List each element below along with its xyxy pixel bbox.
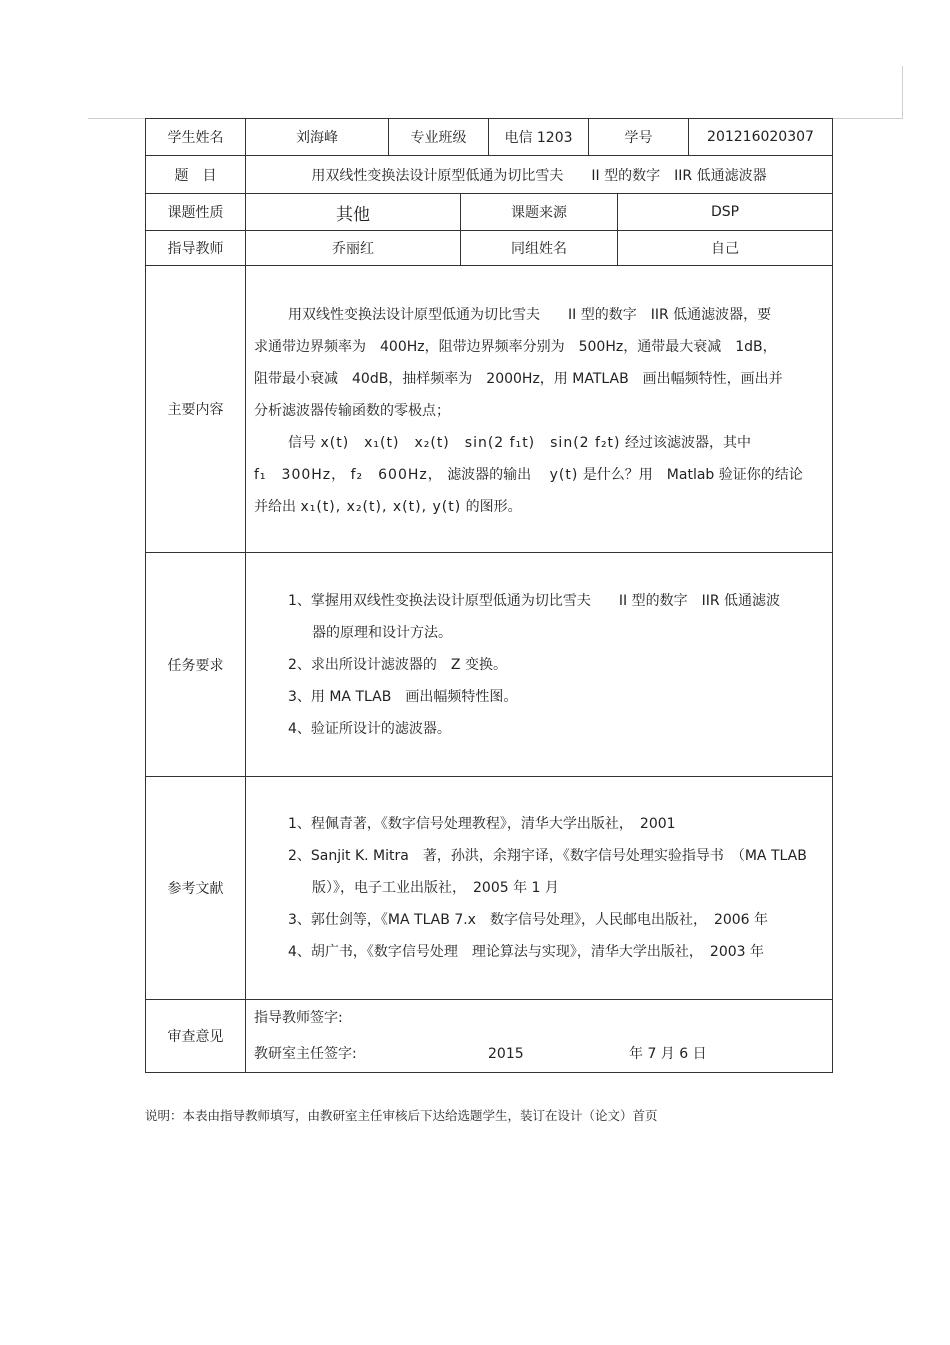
major-label: 专业班级 bbox=[389, 119, 489, 156]
source-label: 课题来源 bbox=[461, 194, 618, 231]
teacher-signature: 指导教师签字: bbox=[254, 1009, 343, 1026]
group-label: 同组姓名 bbox=[461, 231, 618, 266]
task-item: 3、用 MA TLAB 画出幅频特性图。 bbox=[288, 688, 518, 705]
page-corner-rule bbox=[902, 66, 903, 118]
task-item: 器的原理和设计方法。 bbox=[312, 624, 452, 641]
task-item: 1、掌握用双线性变换法设计原型低通为切比雪夫 II 型的数字 IIR 低通滤波 bbox=[288, 592, 781, 609]
references-cell bbox=[246, 777, 833, 1000]
main-content-line bbox=[254, 459, 822, 491]
content-table bbox=[145, 265, 833, 1073]
review-cell bbox=[246, 1000, 833, 1073]
main-content-line bbox=[254, 427, 822, 459]
tasks-list bbox=[246, 585, 832, 745]
main-content-line bbox=[254, 491, 822, 523]
tasks-cell bbox=[246, 553, 833, 777]
header-table bbox=[145, 118, 833, 194]
f1-formula: f₁ 300Hz， bbox=[254, 467, 347, 483]
signal-text: 信号 bbox=[288, 435, 316, 451]
reference-item: 1、程佩青著，《数字信号处理教程》，清华大学出版社， 2001 bbox=[288, 816, 676, 832]
topic-value: 用双线性变换法设计原型低通为切比雪夫 II 型的数字 IIR 低通滤波器 bbox=[246, 156, 833, 194]
footnote: 说明：本表由指导教师填写，由教研室主任审核后下达给选题学生，装订在设计（论文）首页 bbox=[145, 1108, 658, 1123]
review-year: 2015 bbox=[488, 1045, 524, 1062]
review-date: 年 7 月 6 日 bbox=[629, 1045, 707, 1062]
director-signature-line bbox=[254, 1043, 824, 1066]
teacher-label: 指导教师 bbox=[146, 231, 246, 266]
nature-label: 课题性质 bbox=[146, 194, 246, 231]
major-value: 电信 1203 bbox=[489, 119, 589, 156]
main-content-text bbox=[246, 295, 832, 523]
references-list bbox=[246, 808, 832, 968]
reference-item: 3、郭仕剑等，《MA TLAB 7.x 数字信号处理》，人民邮电出版社， 2006 年 bbox=[288, 912, 769, 928]
nature-value: 其他 bbox=[246, 194, 461, 231]
signal-text: 经过该滤波器，其中 bbox=[624, 435, 751, 451]
main-content-line: 分析滤波器传输函数的零极点； bbox=[254, 403, 450, 419]
references-label: 参考文献 bbox=[146, 777, 246, 1000]
teacher-value: 乔丽红 bbox=[246, 231, 461, 266]
info-table bbox=[145, 193, 833, 266]
review-label: 审查意见 bbox=[146, 1000, 246, 1073]
reference-item: 4、胡广书，《数字信号处理 理论算法与实现》，清华大学出版社， 2003 年 bbox=[288, 944, 764, 960]
plot-text: 并给出 bbox=[254, 499, 296, 515]
topic-label: 题 目 bbox=[146, 156, 246, 194]
f2-formula: f₂ 600Hz， bbox=[350, 467, 443, 483]
signal-formula: x(t) x₁(t) x₂(t) sin(2 f₁t) sin(2 f₂t) bbox=[320, 435, 621, 451]
director-signature: 教研室主任签字: bbox=[254, 1045, 357, 1062]
verify-text: 是什么？用 Matlab 验证你的结论 bbox=[582, 467, 803, 483]
source-value: DSP bbox=[618, 194, 833, 231]
main-content-label: 主要内容 bbox=[146, 266, 246, 553]
main-content-line: 求通带边界频率为 400Hz，阻带边界频率分别为 500Hz，通带最大衰减 1dB， bbox=[254, 339, 777, 355]
plot-text: 的图形。 bbox=[465, 499, 522, 515]
student-name-value: 刘海峰 bbox=[246, 119, 389, 156]
main-content-line: 阻带最小衰减 40dB，抽样频率为 2000Hz，用 MATLAB 画出幅频特性，画出并 bbox=[254, 371, 783, 387]
tasks-label: 任务要求 bbox=[146, 553, 246, 777]
y-formula: y(t) bbox=[549, 467, 579, 483]
main-content-cell bbox=[246, 266, 833, 553]
review-signatures bbox=[246, 1001, 832, 1072]
main-content-line: 用双线性变换法设计原型低通为切比雪夫 II 型的数字 IIR 低通滤波器，要 bbox=[288, 307, 772, 323]
reference-item: 版）》，电子工业出版社， 2005 年 1 月 bbox=[312, 880, 559, 896]
task-item: 4、验证所设计的滤波器。 bbox=[288, 720, 451, 737]
task-item: 2、求出所设计滤波器的 Z 变换。 bbox=[288, 656, 507, 673]
plot-formula: x₁(t), x₂(t), x(t), y(t) bbox=[300, 499, 462, 515]
group-value: 自己 bbox=[618, 231, 833, 266]
reference-item: 2、Sanjit K. Mitra 著，孙洪，余翔宇译，《数字信号处理实验指导书 （MA TLAB bbox=[288, 848, 807, 864]
student-id-label: 学号 bbox=[589, 119, 689, 156]
student-name-label: 学生姓名 bbox=[146, 119, 246, 156]
output-text: 滤波器的输出 bbox=[447, 467, 546, 483]
student-id-value: 201216020307 bbox=[689, 119, 833, 156]
